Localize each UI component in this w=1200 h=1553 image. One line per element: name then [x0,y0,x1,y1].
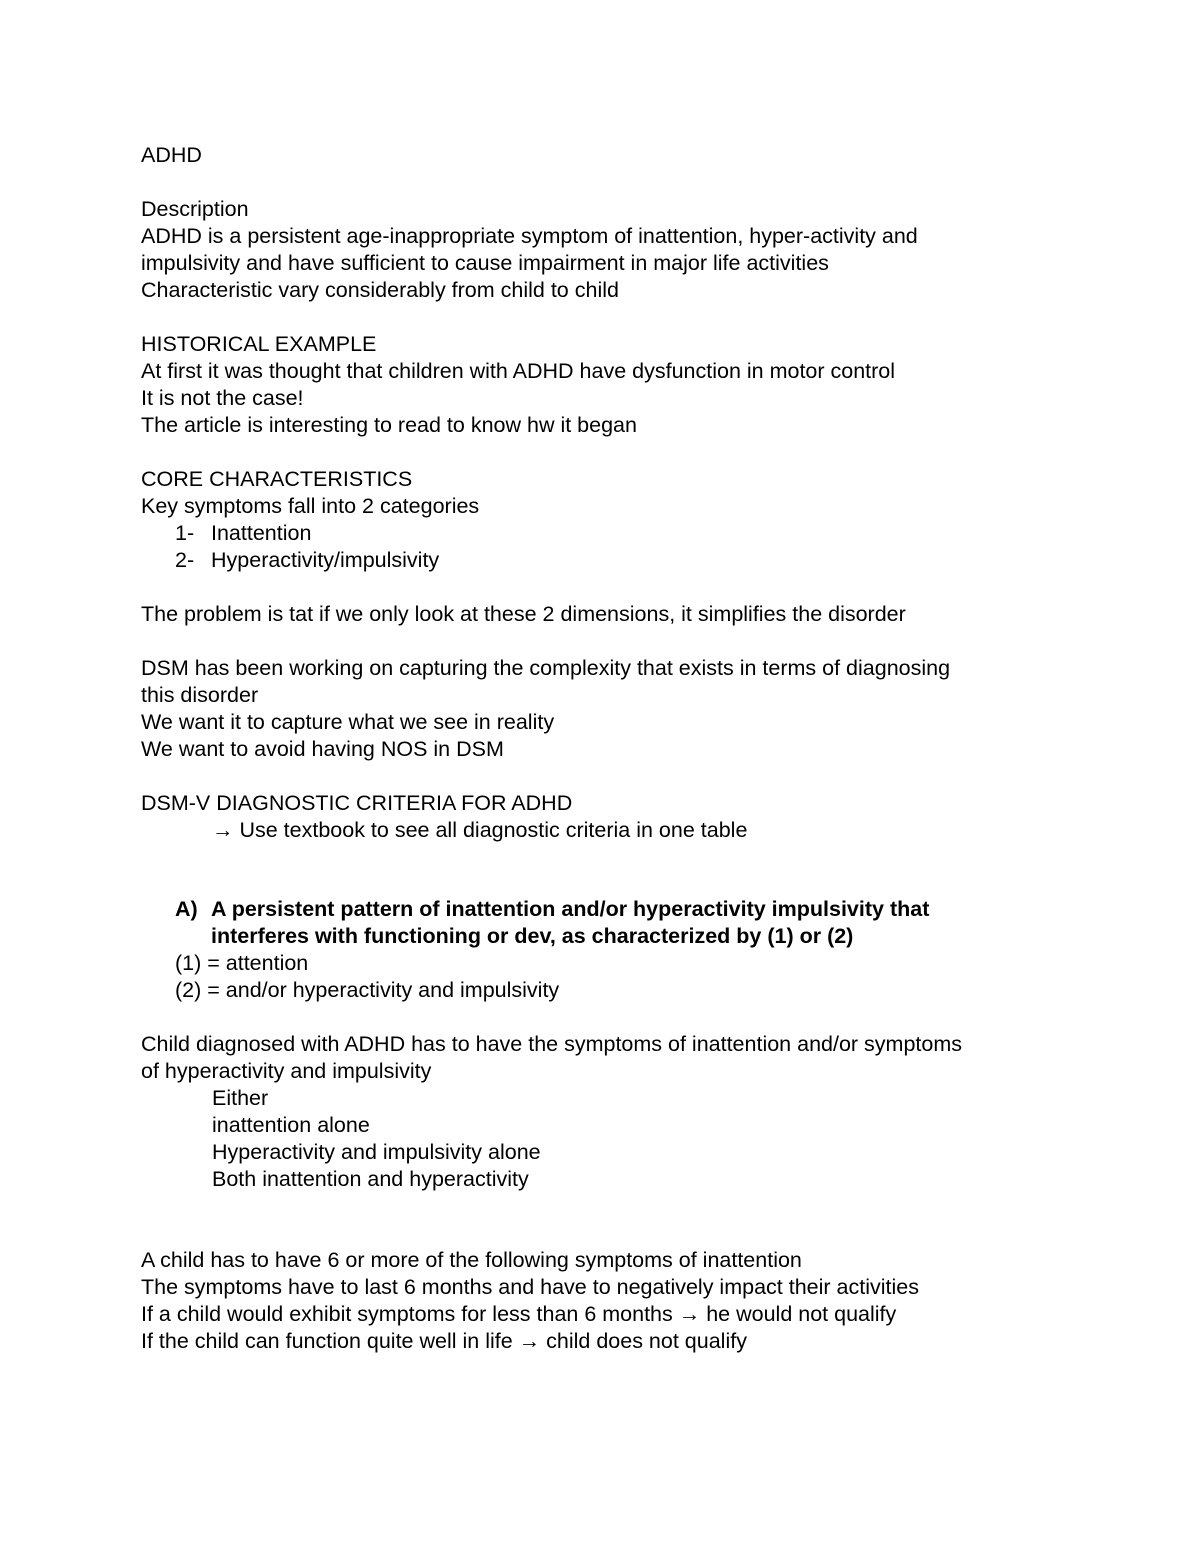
diagnosis-line: Child diagnosed with ADHD has to have the symptoms of inattention and/or symptoms [141,1032,962,1056]
diagnosis-option: inattention alone [212,1113,370,1137]
arrow-right-icon: → [678,1302,701,1326]
criteria-note-text: Use textbook to see all diagnostic criteria in one table [233,818,748,842]
criterion-a-line: interferes with functioning or dev, as characterized by (1) or (2) [211,924,854,948]
core-heading: CORE CHARACTERISTICS [141,467,413,491]
description-heading: Description [141,197,249,221]
core-intro: Key symptoms fall into 2 categories [141,494,480,518]
dsm-line: this disorder [141,683,259,707]
core-note: The problem is tat if we only look at these 2 dimensions, it simplifies the disorder [141,602,906,626]
historical-heading: HISTORICAL EXAMPLE [141,332,377,356]
criteria-heading: DSM-V DIAGNOSTIC CRITERIA FOR ADHD [141,791,573,815]
list-number: 1- [175,521,195,545]
document-body [141,142,1061,1355]
list-item-text: Inattention [211,521,312,545]
list-item-text: Hyperactivity/impulsivity [211,548,440,572]
arrow-right-icon: → [212,818,234,842]
symptoms-text: If a child would exhibit symptoms for less than 6 months [141,1302,679,1326]
criterion-a-line [141,896,1061,923]
symptoms-line [141,1328,1061,1355]
criterion-sub: (2) = and/or hyperactivity and impulsivity [175,978,560,1002]
diagnosis-option: Either [212,1086,269,1110]
diagnosis-option: Hyperactivity and impulsivity alone [212,1140,541,1164]
criterion-a [141,896,1061,1004]
criterion-label: A) [175,897,198,921]
symptoms-line: A child has to have 6 or more of the following symptoms of inattention [141,1248,802,1272]
description-line: impulsivity and have sufficient to cause impairment in major life activities [141,251,829,275]
document-title: ADHD [141,143,202,167]
arrow-right-icon: → [518,1329,541,1353]
dsm-line: We want it to capture what we see in reality [141,710,555,734]
criterion-a-text: A persistent pattern of inattention and/or hyperactivity impulsivity that [211,897,930,921]
list-number: 2- [175,548,195,572]
symptoms-text: If the child can function quite well in life [141,1329,519,1353]
symptoms-line: The symptoms have to last 6 months and have to negatively impact their activities [141,1275,919,1299]
core-list-item [141,520,1061,547]
dsm-line: DSM has been working on capturing the complexity that exists in terms of diagnosing [141,656,951,680]
historical-line: It is not the case! [141,386,304,410]
diagnosis-option: Both inattention and hyperactivity [212,1167,529,1191]
description-line: Characteristic vary considerably from child to child [141,278,619,302]
core-list-item [141,547,1061,574]
criteria-note [141,817,1061,844]
symptoms-line [141,1301,1061,1328]
historical-line: At first it was thought that children with ADHD have dysfunction in motor control [141,359,896,383]
dsm-line: We want to avoid having NOS in DSM [141,737,504,761]
description-line: ADHD is a persistent age-inappropriate symptom of inattention, hyper-activity and [141,224,918,248]
symptoms-text: child does not qualify [540,1329,747,1353]
historical-line: The article is interesting to read to know hw it began [141,413,637,437]
diagnosis-line: of hyperactivity and impulsivity [141,1059,432,1083]
criterion-sub: (1) = attention [175,951,309,975]
symptoms-text: he would not qualify [700,1302,897,1326]
